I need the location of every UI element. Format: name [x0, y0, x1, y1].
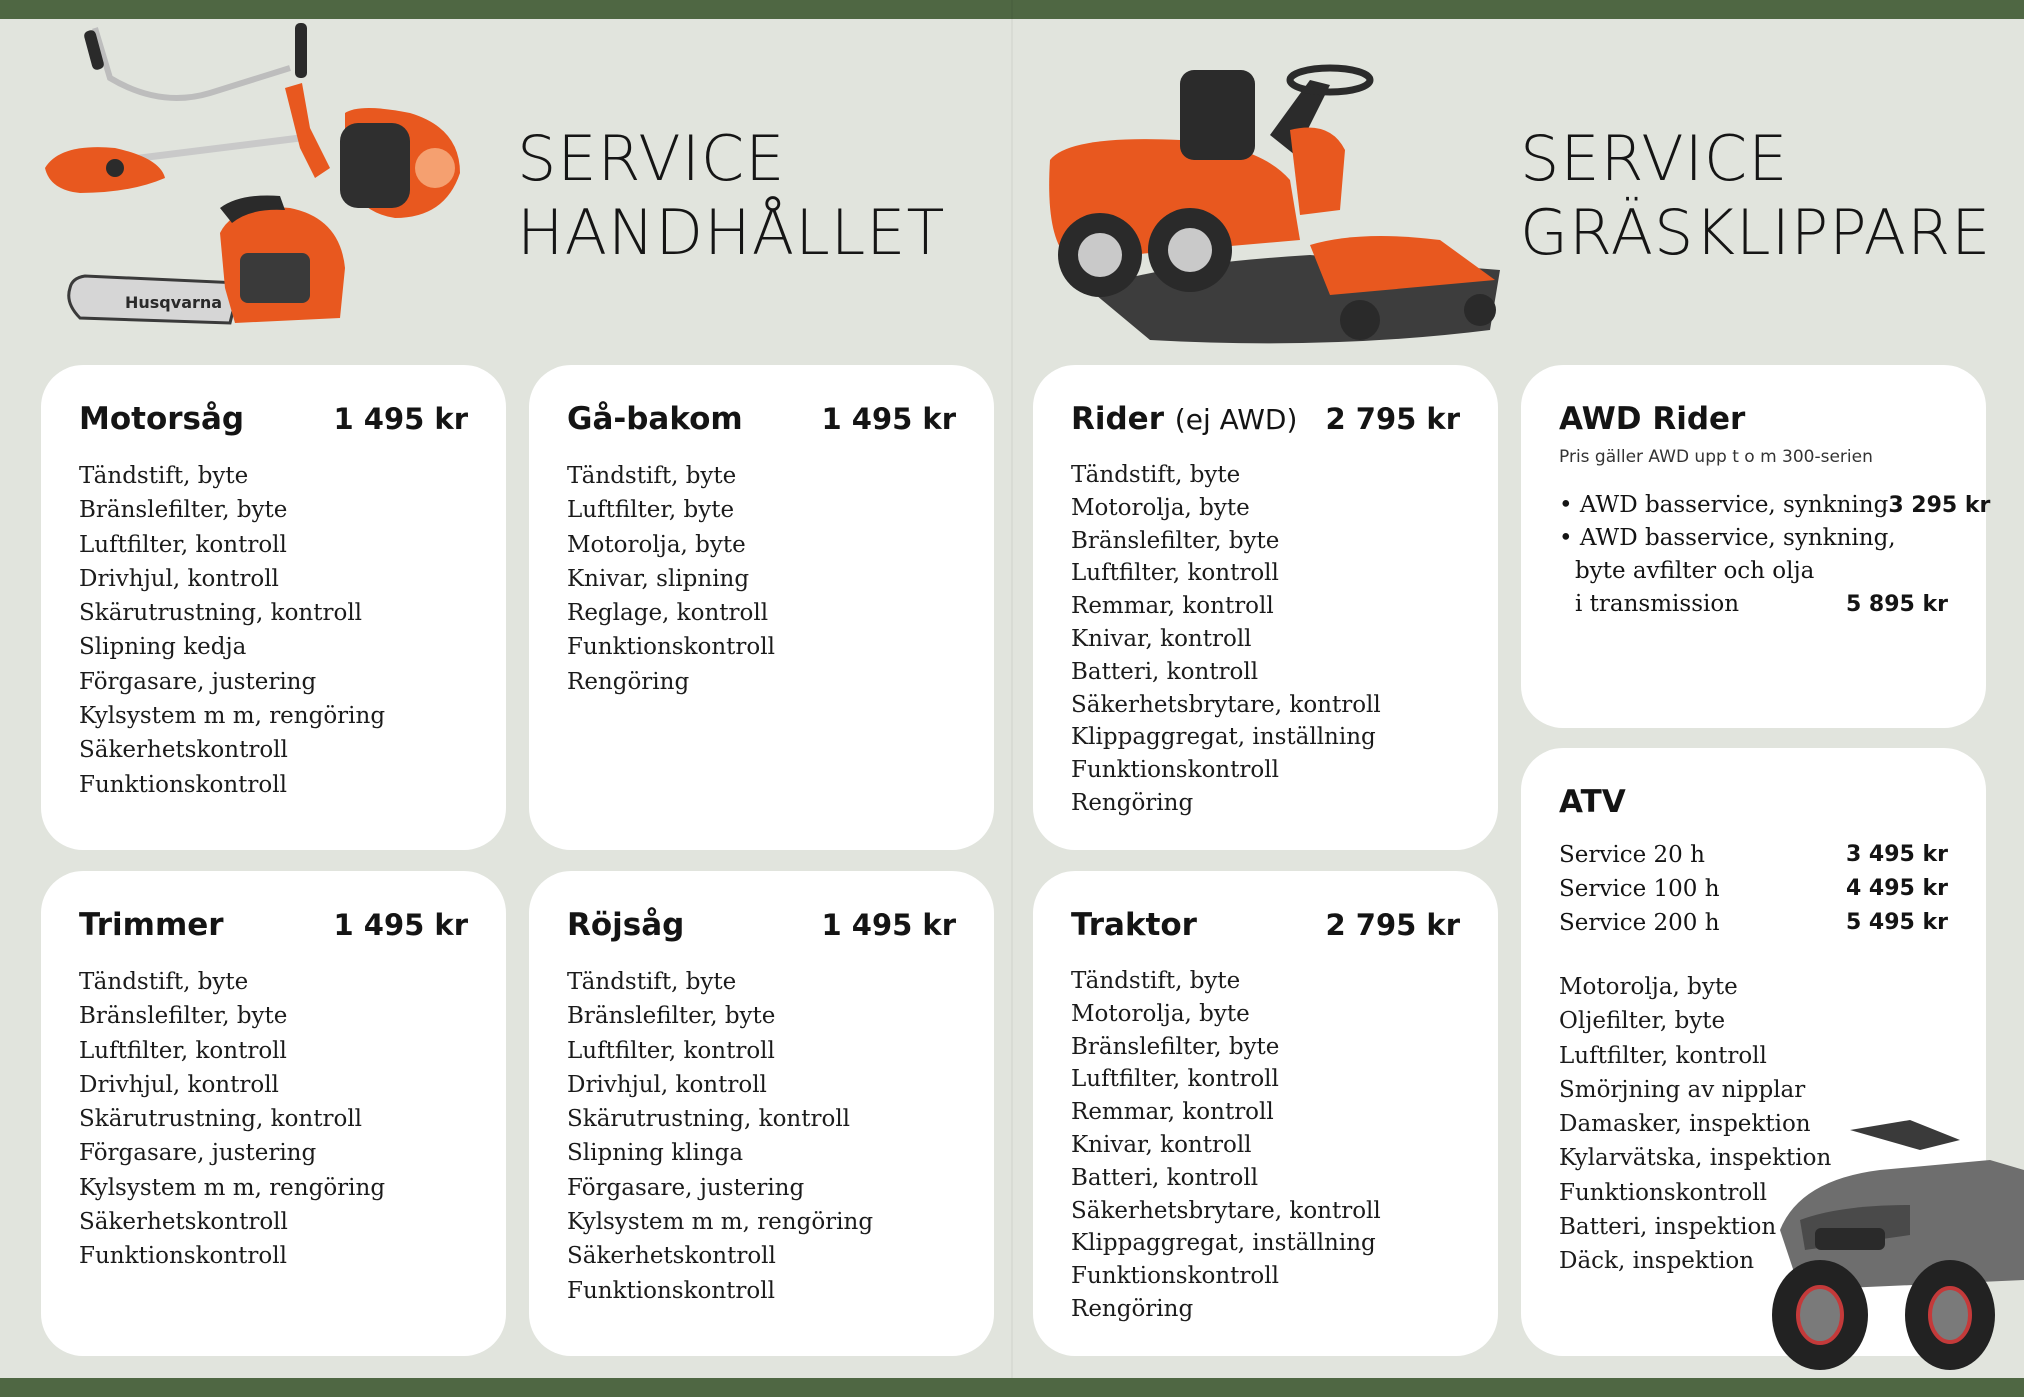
- list-item: Batteri, inspektion: [1559, 1214, 1777, 1241]
- husqvarna-logo-text: Husqvarna: [125, 293, 223, 312]
- list-item: Funktionskontroll: [1559, 1179, 1767, 1206]
- list-item: Säkerhetsbrytare, kontroll: [1071, 1197, 1381, 1224]
- card-title: Motorsåg: [79, 401, 245, 437]
- service-list: [79, 965, 468, 1274]
- card-title-text: Rider: [1071, 401, 1164, 437]
- list-item: Bränslefilter, byte: [1071, 527, 1280, 554]
- list-item: Rengöring: [1071, 789, 1194, 816]
- title-line: SERVICE: [1520, 122, 1789, 195]
- list-item: Drivhjul, kontroll: [79, 1071, 279, 1098]
- list-item: Rengöring: [567, 668, 690, 695]
- card-title: ATV: [1559, 784, 1626, 820]
- service-list: [1071, 459, 1460, 820]
- list-item: Motorolja, byte: [1071, 494, 1250, 521]
- atv-illustration: [1760, 1110, 2024, 1378]
- list-item: Funktionskontroll: [79, 771, 287, 798]
- card-title: [1071, 401, 1297, 437]
- card-traktor: [1033, 871, 1498, 1356]
- list-item: Batteri, kontroll: [1071, 658, 1259, 685]
- list-item: Klippaggregat, inställning: [1071, 724, 1376, 751]
- list-item: Skärutrustning, kontroll: [79, 600, 363, 627]
- list-item: Tändstift, byte: [79, 463, 249, 489]
- card-price: 1 495 kr: [333, 402, 468, 436]
- list-item: Tändstift, byte: [79, 969, 249, 995]
- list-item: Skärutrustning, kontroll: [567, 1106, 851, 1133]
- list-item: Funktionskontroll: [1071, 757, 1279, 784]
- atv-price-row: [1559, 872, 1948, 906]
- card-motorsag: [41, 365, 506, 850]
- list-item: Bränslefilter, byte: [567, 1003, 776, 1030]
- list-item: Klippaggregat, inställning: [1071, 1230, 1376, 1257]
- title-line: HANDHÅLLET: [517, 196, 946, 269]
- list-item: Luftfilter, kontroll: [79, 531, 287, 558]
- price-label: Service 200 h: [1559, 910, 1720, 936]
- list-item: Förgasare, justering: [567, 1174, 805, 1201]
- awd-option-line: [1559, 588, 1948, 621]
- list-item: Smörjning av nipplar: [1559, 1076, 1806, 1103]
- card-title: Gå-bakom: [567, 401, 743, 437]
- atv-price-row: [1559, 838, 1948, 872]
- list-item: Funktionskontroll: [1071, 1263, 1279, 1290]
- option-price: 5 895 kr: [1845, 592, 1948, 617]
- awd-option: [1559, 522, 1948, 555]
- price-label: Service 100 h: [1559, 876, 1720, 902]
- rider-mower-illustration: [1030, 40, 1510, 360]
- list-item: Reglage, kontroll: [567, 600, 769, 627]
- title-line: SERVICE: [517, 122, 786, 195]
- option-label: • AWD basservice, synkning: [1559, 492, 1889, 518]
- list-item: Kylsystem m m, rengöring: [79, 1174, 386, 1201]
- list-item: Knivar, slipning: [567, 565, 750, 592]
- awd-option: [1559, 489, 1991, 522]
- list-item: Förgasare, justering: [79, 668, 317, 695]
- list-item: Slipning kedja: [79, 634, 247, 661]
- service-list: [567, 459, 956, 699]
- list-item: Drivhjul, kontroll: [567, 1071, 767, 1098]
- list-item: Luftfilter, kontroll: [1071, 560, 1279, 587]
- list-item: Bränslefilter, byte: [79, 497, 288, 524]
- card-title: Röjsåg: [567, 907, 685, 943]
- title-line: GRÄSKLIPPARE: [1520, 196, 1992, 269]
- card-rojsag: [529, 871, 994, 1356]
- page-fold: [1011, 0, 1013, 1397]
- price-value: 5 495 kr: [1845, 910, 1948, 935]
- list-item: Motorolja, byte: [1071, 1000, 1250, 1027]
- price-value: 4 495 kr: [1845, 876, 1948, 901]
- list-item: Säkerhetskontroll: [79, 737, 288, 764]
- list-item: Säkerhetsbrytare, kontroll: [1071, 691, 1381, 718]
- card-trimmer: [41, 871, 506, 1356]
- list-item: Kylsystem m m, rengöring: [567, 1209, 874, 1236]
- price-value: 3 495 kr: [1845, 842, 1948, 867]
- trimmer-chainsaw-illustration: [40, 18, 480, 348]
- list-item: Säkerhetskontroll: [567, 1243, 776, 1270]
- card-price: 1 495 kr: [333, 908, 468, 942]
- price-label: Service 20 h: [1559, 842, 1705, 868]
- card-price: 2 795 kr: [1325, 402, 1460, 436]
- title-handhallet: [517, 122, 945, 270]
- title-grasklippare: [1520, 122, 1991, 270]
- list-item: Luftfilter, kontroll: [79, 1037, 287, 1064]
- list-item: Tändstift, byte: [567, 969, 737, 995]
- card-price: 1 495 kr: [821, 908, 956, 942]
- card-price: 2 795 kr: [1325, 908, 1460, 942]
- trimmer-handlebar: [95, 28, 290, 98]
- list-item: Luftfilter, kontroll: [1071, 1066, 1279, 1093]
- list-item: Kylsystem m m, rengöring: [79, 703, 386, 730]
- option-label: byte avfilter och olja: [1575, 558, 1815, 584]
- service-list: [79, 459, 468, 802]
- list-item: Motorolja, byte: [567, 531, 746, 558]
- list-item: Bränslefilter, byte: [1071, 1033, 1280, 1060]
- list-item: Drivhjul, kontroll: [79, 565, 279, 592]
- list-item: Knivar, kontroll: [1071, 625, 1252, 652]
- list-item: Luftfilter, kontroll: [1559, 1042, 1767, 1069]
- card-rider: [1033, 365, 1498, 850]
- list-item: Säkerhetskontroll: [79, 1209, 288, 1236]
- list-item: Remmar, kontroll: [1071, 1099, 1274, 1126]
- card-gabakom: [529, 365, 994, 850]
- atv-price-list: [1559, 838, 1948, 940]
- list-item: Knivar, kontroll: [1071, 1131, 1252, 1158]
- awd-option-line: [1559, 555, 1948, 588]
- mower-seat: [1180, 70, 1255, 160]
- list-item: Funktionskontroll: [567, 1277, 775, 1304]
- list-item: Bränslefilter, byte: [79, 1003, 288, 1030]
- list-item: Funktionskontroll: [79, 1243, 287, 1270]
- atv-price-row: [1559, 906, 1948, 940]
- list-item: Funktionskontroll: [567, 634, 775, 661]
- list-item: Tändstift, byte: [1071, 968, 1241, 994]
- list-item: Tändstift, byte: [1071, 462, 1241, 488]
- list-item: Oljefilter, byte: [1559, 1008, 1726, 1035]
- option-label: • AWD basservice, synkning,: [1559, 525, 1896, 551]
- list-item: Förgasare, justering: [79, 1140, 317, 1167]
- list-item: Slipning klinga: [567, 1140, 744, 1167]
- steering-wheel: [1290, 68, 1370, 92]
- list-item: Luftfilter, byte: [567, 497, 735, 524]
- bottom-band: [0, 1378, 2024, 1397]
- service-list: [567, 965, 956, 1308]
- list-item: Remmar, kontroll: [1071, 593, 1274, 620]
- list-item: Tändstift, byte: [567, 463, 737, 489]
- card-subtitle: Pris gäller AWD upp t o m 300-serien: [1559, 447, 1873, 467]
- list-item: Batteri, kontroll: [1071, 1164, 1259, 1191]
- option-price: 3 295 kr: [1888, 493, 1991, 518]
- list-item: Däck, inspektion: [1559, 1248, 1755, 1275]
- list-item: Damasker, inspektion: [1559, 1111, 1811, 1138]
- card-title: Trimmer: [79, 907, 224, 943]
- list-item: Kylarvätska, inspektion: [1559, 1145, 1832, 1172]
- service-list: [1071, 965, 1460, 1326]
- list-item: Luftfilter, kontroll: [567, 1037, 775, 1064]
- card-title: Traktor: [1071, 907, 1197, 943]
- awd-options: [1559, 489, 1991, 621]
- list-item: Motorolja, byte: [1559, 974, 1738, 1000]
- card-price: 1 495 kr: [821, 402, 956, 436]
- card-awd-rider: [1521, 365, 1991, 728]
- list-item: Rengöring: [1071, 1295, 1194, 1322]
- list-item: Skärutrustning, kontroll: [79, 1106, 363, 1133]
- option-label: i transmission: [1575, 591, 1740, 617]
- card-title-suffix: (ej AWD): [1174, 403, 1298, 436]
- card-title: AWD Rider: [1559, 401, 1746, 437]
